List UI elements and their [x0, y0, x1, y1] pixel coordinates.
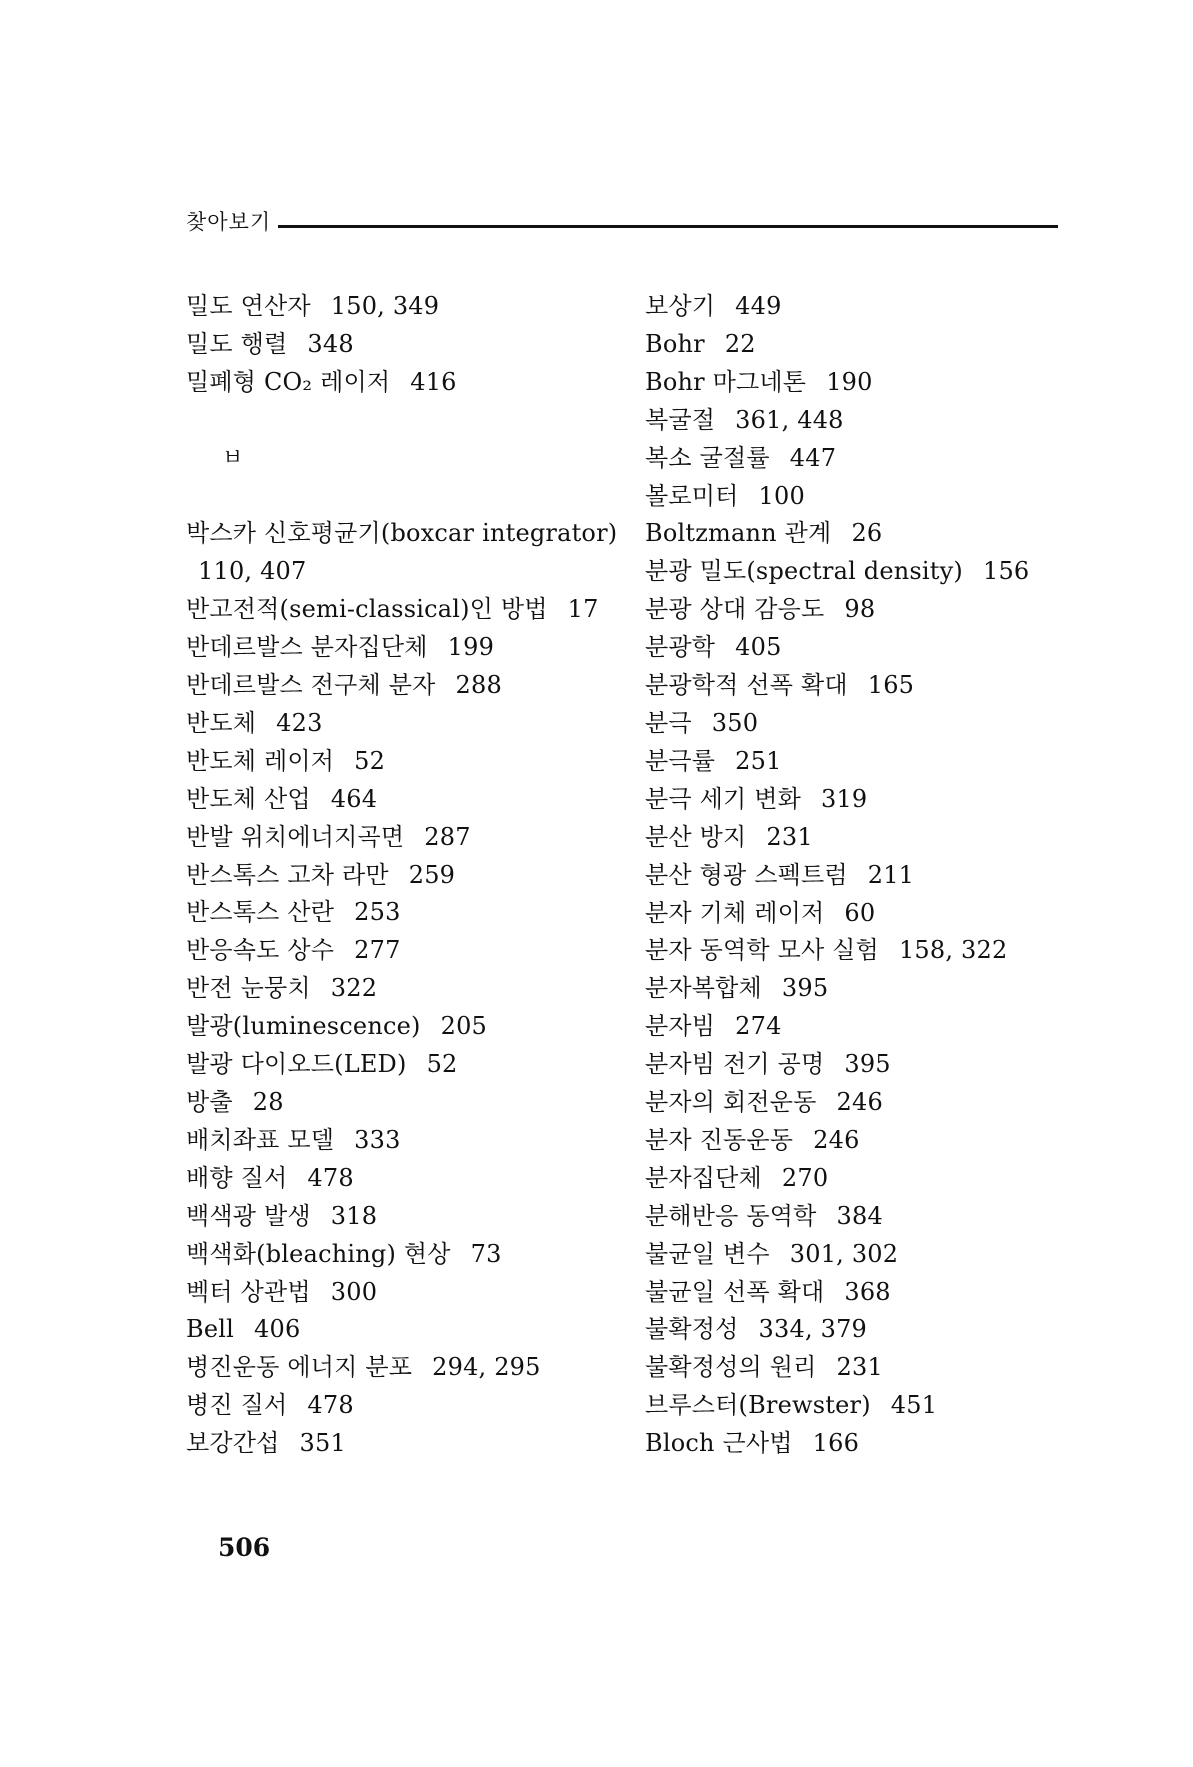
index-page-refs: 22	[724, 329, 756, 358]
index-page-refs: 350	[711, 708, 759, 737]
index-page-refs: 318	[330, 1201, 378, 1230]
index-page-refs: 423	[276, 708, 323, 737]
index-term: 분극률	[645, 746, 716, 775]
index-entry	[186, 705, 626, 743]
index-entry	[645, 553, 1065, 591]
index-term: 밀도 연산자	[186, 292, 311, 320]
index-entry	[645, 326, 1065, 364]
index-entry	[645, 1046, 1065, 1084]
index-entry	[186, 364, 626, 402]
index-entry	[186, 515, 626, 553]
index-term: 발광(luminescence)	[186, 1012, 421, 1041]
index-column-right	[645, 288, 1065, 1463]
index-page-refs: 52	[426, 1050, 458, 1079]
index-page-refs: 334, 379	[758, 1315, 868, 1344]
index-entry	[186, 629, 626, 667]
index-term: 보상기	[645, 292, 716, 320]
index-term: 분자복합체	[645, 974, 762, 1003]
index-entry	[186, 857, 626, 895]
index-entry	[186, 743, 626, 781]
index-page-refs: 277	[354, 936, 401, 965]
index-term: Bohr 마그네톤	[645, 367, 807, 396]
index-entry	[186, 1046, 626, 1084]
index-term: Bell	[186, 1315, 234, 1344]
index-entry	[186, 932, 626, 970]
index-page-refs: 478	[307, 1391, 354, 1420]
index-page-refs: 361, 448	[735, 405, 844, 434]
section-letter: ㅂ	[222, 445, 244, 471]
index-page-refs: 156	[982, 557, 1030, 586]
index-term: 분광 밀도(spectral density)	[645, 557, 963, 586]
index-page-refs: 478	[307, 1163, 354, 1192]
index-term: 배치좌표 모델	[186, 1125, 335, 1154]
index-term: 분자빔 전기 공명	[645, 1050, 825, 1079]
index-term: 반전 눈뭉치	[186, 974, 311, 1003]
index-page-refs: 451	[890, 1391, 938, 1420]
index-entry	[645, 440, 1065, 478]
index-entry-continuation: 110, 407	[198, 557, 307, 586]
index-page-refs: 52	[354, 746, 386, 775]
index-term: 분광학	[645, 633, 716, 662]
index-term: 백색광 발생	[186, 1201, 311, 1230]
index-entry	[186, 1198, 626, 1236]
index-term: 분극 세기 변화	[645, 784, 801, 813]
index-page-refs: 17	[567, 595, 599, 624]
index-term: 볼로미터	[645, 481, 739, 510]
index-term: 백색화(bleaching) 현상	[186, 1239, 451, 1268]
index-page-refs: 190	[826, 367, 873, 396]
index-term: 분자 동역학 모사 실험	[645, 936, 879, 965]
index-entry	[645, 1160, 1065, 1198]
index-term: 반스톡스 고차 라만	[186, 860, 389, 889]
index-entry	[186, 819, 626, 857]
index-entry	[186, 326, 626, 364]
index-page-refs: 150, 349	[330, 292, 440, 320]
index-term: 방출	[186, 1088, 233, 1116]
index-page-refs: 259	[408, 860, 456, 889]
index-term: 보강간섭	[186, 1429, 280, 1458]
index-term: 불확정성의 원리	[645, 1353, 817, 1382]
header-rule	[278, 225, 1058, 228]
index-page-refs: 405	[735, 633, 782, 662]
index-entry	[645, 819, 1065, 857]
index-entry	[645, 857, 1065, 895]
index-term: 복소 굴절률	[645, 443, 770, 472]
index-page-refs: 205	[440, 1012, 488, 1041]
index-page-refs: 73	[470, 1239, 502, 1268]
index-entry	[645, 705, 1065, 743]
index-entry	[186, 288, 626, 326]
index-term: 배향 질서	[186, 1163, 288, 1192]
index-page-refs: 447	[789, 443, 837, 472]
index-page-refs: 246	[813, 1125, 860, 1154]
index-entry	[645, 932, 1065, 970]
index-term: 밀도 행렬	[186, 329, 288, 358]
index-term: Bohr	[645, 329, 705, 358]
blank-line	[186, 478, 626, 516]
index-entry	[186, 1425, 626, 1463]
index-entry	[186, 1236, 626, 1274]
index-page-refs: 251	[735, 746, 782, 775]
index-term: 발광 다이오드(LED)	[186, 1050, 407, 1079]
index-entry	[645, 781, 1065, 819]
index-term: 반도체 산업	[186, 784, 311, 813]
index-page-refs: 301, 302	[789, 1239, 899, 1268]
index-entry	[186, 1122, 626, 1160]
index-page-refs: 348	[307, 329, 354, 358]
index-page-refs: 294, 295	[432, 1353, 541, 1382]
index-entry	[186, 667, 626, 705]
index-term: 반고전적(semi-classical)인 방법	[186, 595, 548, 624]
index-entry	[645, 364, 1065, 402]
index-page-refs: 319	[820, 784, 868, 813]
index-entry	[645, 1349, 1065, 1387]
index-term: 분극	[645, 708, 692, 737]
index-page-refs: 270	[781, 1163, 829, 1192]
index-entry	[645, 1198, 1065, 1236]
index-page-refs: 288	[455, 671, 502, 700]
index-page-refs: 28	[252, 1088, 284, 1116]
index-term: 벡터 상관법	[186, 1277, 311, 1306]
index-term: 밀폐형 CO₂ 레이저	[186, 367, 391, 396]
index-entry	[645, 1311, 1065, 1349]
index-page-refs: 26	[851, 519, 883, 548]
blank-line	[186, 402, 626, 440]
index-page-refs: 199	[447, 633, 495, 662]
index-term: 복굴절	[645, 405, 716, 434]
index-page-refs: 333	[354, 1125, 401, 1154]
index-term: 반도체	[186, 708, 257, 737]
index-page-refs: 166	[812, 1429, 860, 1458]
index-column-left	[186, 288, 626, 1463]
index-page-refs: 231	[766, 822, 813, 851]
index-page-refs: 165	[867, 671, 915, 700]
index-term: 분해반응 동역학	[645, 1201, 817, 1230]
index-term: 분산 방지	[645, 822, 747, 851]
index-entry	[645, 1008, 1065, 1046]
index-page-refs: 395	[844, 1050, 891, 1079]
index-term: 분자 기체 레이저	[645, 898, 825, 927]
index-page-refs: 274	[735, 1012, 782, 1041]
index-term: 반데르발스 전구체 분자	[186, 671, 436, 700]
index-page-refs: 246	[836, 1088, 883, 1117]
index-entry	[186, 894, 626, 932]
index-entry	[645, 591, 1065, 629]
index-entry	[645, 515, 1065, 553]
page-number: 506	[218, 1533, 271, 1562]
index-entry	[645, 1274, 1065, 1312]
index-page-refs: 253	[354, 898, 401, 927]
index-entry	[645, 1122, 1065, 1160]
index-page-refs: 231	[836, 1353, 883, 1382]
index-entry	[645, 1084, 1065, 1122]
index-term: 분광 상대 감응도	[645, 595, 825, 624]
index-term: Bloch 근사법	[645, 1429, 793, 1458]
index-page-refs: 416	[410, 367, 457, 396]
index-term: 불균일 변수	[645, 1239, 770, 1268]
index-entry	[186, 1349, 626, 1387]
index-entry	[645, 667, 1065, 705]
index-term: 분자빔	[645, 1012, 716, 1041]
index-term: 반응속도 상수	[186, 936, 335, 965]
index-page-refs: 351	[299, 1429, 346, 1458]
index-page-refs: 158, 322	[898, 936, 1008, 965]
index-entry	[645, 402, 1065, 440]
index-entry	[645, 478, 1065, 516]
index-page-refs: 464	[330, 784, 378, 813]
index-entry	[186, 1160, 626, 1198]
index-term: 반스톡스 산란	[186, 898, 335, 927]
index-entry	[186, 1387, 626, 1425]
index-page-refs: 322	[330, 974, 378, 1003]
index-term: 분산 형광 스펙트럼	[645, 860, 848, 889]
index-entry	[645, 1425, 1065, 1463]
index-entry	[645, 288, 1065, 326]
index-page-refs: 300	[330, 1277, 378, 1306]
index-term: 병진 질서	[186, 1391, 288, 1420]
index-term: 분자 진동운동	[645, 1125, 794, 1154]
index-page-refs: 368	[844, 1277, 891, 1306]
running-head: 찾아보기	[186, 210, 272, 234]
index-page-refs: 211	[867, 860, 915, 889]
index-entry	[186, 970, 626, 1008]
index-entry	[186, 1008, 626, 1046]
index-page-refs: 384	[836, 1201, 883, 1230]
index-page-refs: 60	[844, 898, 876, 927]
index-term: 반발 위치에너지곡면	[186, 822, 405, 851]
index-page-refs: 449	[735, 292, 782, 320]
index-term: 불균일 선폭 확대	[645, 1277, 825, 1306]
index-page-refs: 98	[844, 595, 876, 624]
index-entry	[645, 629, 1065, 667]
index-term: Boltzmann 관계	[645, 519, 832, 548]
index-term: 분자의 회전운동	[645, 1088, 817, 1117]
index-entry	[645, 895, 1065, 933]
index-page-refs: 287	[424, 822, 471, 851]
index-entry	[645, 743, 1065, 781]
index-term: 박스카 신호평균기(boxcar integrator)	[186, 519, 618, 548]
index-entry	[186, 781, 626, 819]
index-term: 브루스터(Brewster)	[645, 1391, 871, 1420]
index-term: 반도체 레이저	[186, 746, 335, 775]
index-page-refs: 406	[254, 1315, 301, 1344]
index-page-refs: 100	[758, 481, 805, 510]
index-term: 분광학적 선폭 확대	[645, 671, 848, 700]
index-entry	[645, 1236, 1065, 1274]
index-entry	[645, 970, 1065, 1008]
index-entry	[186, 1274, 626, 1312]
index-entry	[645, 1387, 1065, 1425]
index-entry	[186, 591, 626, 629]
index-term: 반데르발스 분자집단체	[186, 633, 428, 662]
index-page-refs: 395	[781, 974, 829, 1003]
index-entry	[186, 1084, 626, 1122]
index-term: 분자집단체	[645, 1163, 762, 1192]
index-term: 불확정성	[645, 1315, 739, 1344]
index-entry	[186, 1311, 626, 1349]
index-term: 병진운동 에너지 분포	[186, 1353, 413, 1382]
